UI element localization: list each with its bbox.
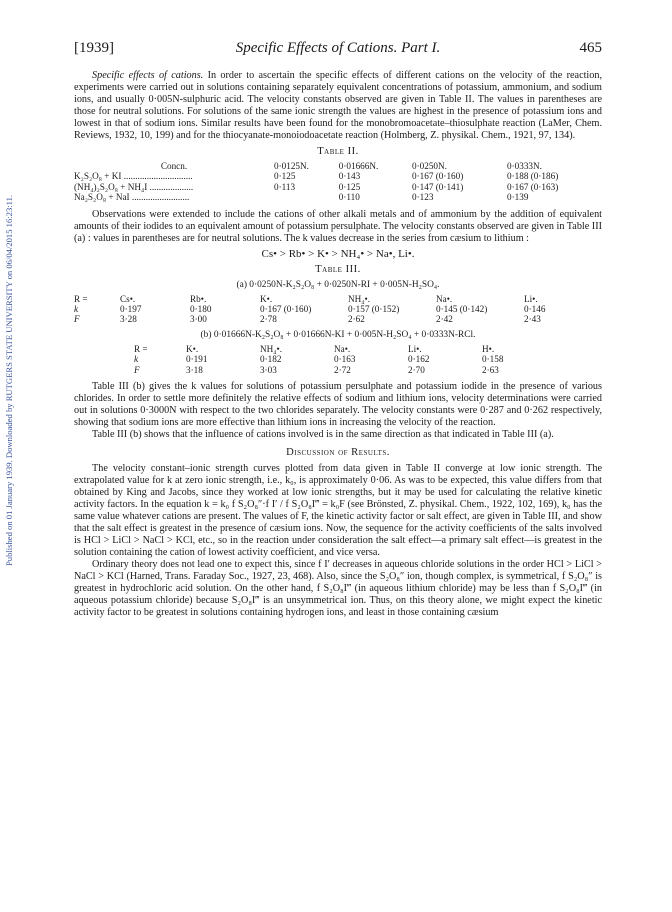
article-body bbox=[74, 70, 602, 619]
table-3a-condition: (a) 0·0250N-K₂S₂O₈ + 0·0250N-RI + 0·005N-H₂SO₄. bbox=[236, 279, 440, 290]
table-row bbox=[74, 294, 602, 304]
table-cell: 0·125 bbox=[274, 171, 296, 182]
table-row-label: F bbox=[74, 314, 80, 325]
table-cell: 0·145 (0·142) bbox=[436, 304, 488, 315]
table-cell bbox=[274, 192, 339, 202]
table-header-cell: Li•. bbox=[408, 343, 422, 354]
paragraph-ordinary-theory: Ordinary theory does not lead one to expect this, since f I′ decreases in aqueous chloride solutions in the order HCl > LiCl > NaCl > KCl (Harned, Trans. Faraday Soc., 1927, 23, 468). Also, since the S₂O₈″ ion, though complex, is symmetrical, f S₂O₈″ is greatest in hydrochloric acid solution. On the other hand, f S₂O₈I‴ (in aqueous lithium chloride) may be less than f S₂O₈I‴ (in aqueous potassium chloride) because S₂O₈I‴ is an unsymmetrical ion. Thus, on this theory alone, we might expect the kinetic activity factor to be greatest in solutions containing hydrogen ions, and least in those containing cæsium bbox=[74, 559, 602, 619]
table-cell: 0·113 bbox=[274, 181, 296, 192]
paragraph-lead: Specific effects of cations. bbox=[92, 70, 204, 81]
table-row-label: k bbox=[74, 304, 79, 315]
table-cell: 0·167 (0·160) bbox=[412, 171, 464, 182]
table-cell: 0·139 bbox=[506, 192, 529, 203]
table-row bbox=[74, 192, 602, 202]
table-header-cell: 0·0250N. bbox=[412, 161, 447, 171]
table-cell: 0·146 bbox=[524, 304, 546, 315]
discussion-heading: Discussion of Results. bbox=[286, 447, 390, 459]
paragraph-table3b-direction: Table III (b) shows that the influence of cations involved is in the same direction as that indicated in Table III (a). bbox=[92, 429, 554, 441]
table-header-cell: 0·01666N. bbox=[338, 161, 379, 171]
table-header-cell: Na•. bbox=[334, 343, 351, 354]
table-header-cell: R = bbox=[74, 293, 88, 304]
paragraph-observations: Observations were extended to include the cations of other alkali metals and of ammonium by the addition of equivalent amounts of their iodides to an equivalent amount of potassium persulphate. The velocity constants observed are given in Table III (a) : values in parentheses are for neutral solutions. The k values decrease in the series from cæsium to lithium : bbox=[74, 208, 602, 244]
table-row bbox=[134, 344, 542, 354]
table-header-cell: Na•. bbox=[436, 293, 453, 304]
table-cell: 2·70 bbox=[408, 364, 425, 375]
table-cell: 0·163 bbox=[334, 354, 356, 365]
table-cell: 3·28 bbox=[120, 314, 137, 325]
table-3b-condition: (b) 0·01666N-K₂S₂O₈ + 0·01666N-KI + 0·005N-H₂SO₄ + 0·0333N-RCl. bbox=[200, 329, 476, 340]
table-cell: 0·147 (0·141) bbox=[412, 181, 464, 192]
table-row bbox=[74, 314, 602, 324]
table-header-cell: 0·0333N. bbox=[506, 161, 542, 171]
table-3a bbox=[74, 294, 602, 325]
table-cell: 2·78 bbox=[260, 314, 277, 325]
table-cell: 0·125 bbox=[338, 181, 361, 192]
table-3-caption: Table III. bbox=[315, 263, 361, 275]
table-cell: 0·143 bbox=[338, 171, 361, 182]
table-2 bbox=[74, 161, 602, 203]
table-row bbox=[74, 171, 602, 181]
table-cell: 2·62 bbox=[348, 314, 365, 325]
running-header bbox=[74, 40, 602, 62]
table-row-label: Na₂S₂O₈ + NaI ......................... bbox=[74, 192, 190, 203]
table-cell: 0·158 bbox=[482, 354, 504, 365]
table-header-cell: R = bbox=[134, 343, 148, 354]
table-header-cell: K•. bbox=[186, 343, 199, 354]
table-header-cell: Rb•. bbox=[190, 293, 207, 304]
paragraph-specific-effects bbox=[74, 70, 602, 142]
table-header-cell: Cs•. bbox=[120, 293, 136, 304]
table-cell: 0·110 bbox=[338, 192, 360, 203]
header-title: Specific Effects of Cations. Part I. bbox=[235, 40, 441, 56]
table-row-label: (NH₄)₂S₂O₈ + NH₄I ................... bbox=[74, 181, 194, 192]
table-row bbox=[134, 365, 542, 375]
table-cell: 0·182 bbox=[260, 354, 282, 365]
table-cell: 3·00 bbox=[190, 314, 207, 325]
table-header-cell: Li•. bbox=[524, 293, 538, 304]
table-cell: 3·18 bbox=[186, 364, 203, 375]
table-cell: 0·167 (0·160) bbox=[260, 304, 312, 315]
table-row-label: k bbox=[134, 354, 139, 365]
table-2-caption: Table II. bbox=[317, 146, 359, 157]
table-cell: 3·03 bbox=[260, 364, 277, 375]
cation-series-formula: Cs• > Rb• > K• > NH₄• > Na•, Li•. bbox=[261, 247, 415, 260]
table-header-cell: 0·0125N. bbox=[274, 161, 309, 171]
paragraph-text: In order to ascertain the specific effects of different cations on the velocity of the reaction, experiments were carried out in solutions containing separately equivalent concentrations of potassium, ammonium, and sodium ions, and usually 0·005N-sulphuric acid. The velocity constants observed are given in Table II. The values in parentheses are those for neutral solutions. For solutions of the same ionic strength the values are highest in the presence of potassium ions and lowest in that of sodium ions. Similar results have been found for the monobromoacetate–thiosulphate reaction (LaMer, Chem. Reviews, 1932, 10, 199) and for the thiocyanate-monoiodoacetate reaction (Holmberg, Z. physikal. Chem., 1921, 97, 134). bbox=[74, 70, 602, 141]
table-cell: 0·197 bbox=[120, 304, 142, 315]
table-row bbox=[74, 304, 602, 314]
publication-sidebar: Published on 01 January 1939. Downloaded by RUTGERS STATE UNIVERSITY on 06/04/2015 16:23:11. bbox=[4, 194, 14, 566]
table-cell: 2·63 bbox=[482, 364, 499, 375]
paragraph-discussion: The velocity constant–ionic strength curves plotted from data given in Table II converge at low ionic strength. The extrapolated value for k at zero ionic strength, i.e., k₀, is approximately 0·06. As was to be expected, this value differs from that obtained by King and Jacobs, since they worked at low ionic strengths, but it may be used for calculating the relative kinetic activity factors. In the equation k = k₀ f S₂O₈″·f I′ / f S₂O₈I‴ = k₀F (see Brönsted, Z. physikal. Chem., 1922, 102, 169), k₀ has the same value whatever cations are present. The values of F, the kinetic activity factor or salt effect, are given in Table III, and show that the salt effect is greatest in the presence of cæsium ions. Now, the sequence for the activity coefficients of the salts involved is HCl > LiCl > NaCl > KCl, etc., so in the reaction under consideration the salt effect—a primary salt effect—is greatest in the solution containing the cation of lowest activity coefficient, and vice versa. bbox=[74, 463, 602, 559]
table-header-cell: Concn. bbox=[160, 161, 188, 171]
table-3b bbox=[134, 344, 542, 375]
table-cell: 0·188 (0·186) bbox=[506, 171, 559, 182]
table-row-label: F bbox=[134, 364, 140, 375]
table-cell: 0·162 bbox=[408, 354, 430, 365]
header-year: [1939] bbox=[74, 40, 114, 56]
paragraph-table3b: Table III (b) gives the k values for solutions of potassium persulphate and potassium iodide in the presence of various chlorides. In order to settle more definitely the relative effects of sodium and lithium ions, velocity determinations were carried out in solutions 0·3000N with respect to the two chlorides separately. The velocity constants were 0·287 and 0·262 respectively, showing that sodium ions are more effective than lithium ions in increasing the velocity of the reaction. bbox=[74, 381, 602, 429]
table-header-cell: K•. bbox=[260, 293, 273, 304]
table-row-label: K₂S₂O₈ + KI .............................. bbox=[74, 171, 193, 182]
table-row bbox=[134, 354, 542, 364]
table-header-cell: H•. bbox=[482, 343, 495, 354]
table-cell: 2·42 bbox=[436, 314, 453, 325]
table-cell: 2·43 bbox=[524, 314, 541, 325]
page-number: 465 bbox=[579, 40, 602, 56]
table-cell: 0·191 bbox=[186, 354, 208, 365]
table-header-cell: NH₄•. bbox=[260, 343, 282, 354]
table-header-cell: NH₄•. bbox=[348, 293, 370, 304]
table-row bbox=[74, 182, 602, 192]
table-row bbox=[74, 161, 602, 171]
table-cell: 2·72 bbox=[334, 364, 351, 375]
table-cell: 0·123 bbox=[412, 192, 434, 203]
table-cell: 0·167 (0·163) bbox=[506, 181, 559, 192]
table-cell: 0·180 bbox=[190, 304, 212, 315]
table-cell: 0·157 (0·152) bbox=[348, 304, 400, 315]
